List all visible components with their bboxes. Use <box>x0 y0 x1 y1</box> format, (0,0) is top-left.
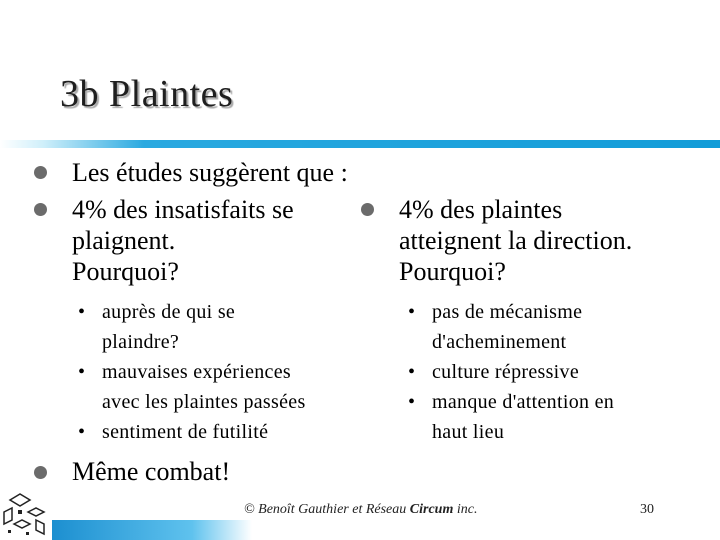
sub-bullet-icon: • <box>78 361 86 383</box>
right-point <box>399 194 632 287</box>
sub-bullet-icon: • <box>408 361 416 383</box>
sub-bullet-icon: • <box>78 421 86 443</box>
subpoint-item: • sentiment de futilité <box>78 417 378 447</box>
title-divider <box>0 140 720 148</box>
bullet-dot-icon <box>34 203 47 216</box>
bullet-dot-icon <box>361 203 374 216</box>
slide-title: 3b Plaintes <box>60 73 234 115</box>
left-point-line: Pourquoi? <box>72 257 179 286</box>
footer-copyright: © Benoît Gauthier et Réseau Circum inc. <box>244 502 478 517</box>
intro-text: Les études suggèrent que : <box>72 158 348 187</box>
sub-bullet-icon: • <box>408 391 416 413</box>
logo-bar <box>52 520 252 540</box>
brand-name: Circum <box>409 502 454 517</box>
subpoint-item: • pas de mécanisme d'acheminement <box>408 297 698 357</box>
right-point-line: Pourquoi? <box>399 257 506 286</box>
left-point-line: 4% des insatisfaits se <box>72 195 294 224</box>
sub-bullet-icon: • <box>78 301 86 323</box>
subpoint-item: • mauvaises expériences avec les plaintes passées <box>78 357 378 417</box>
bullet-dot-icon <box>34 166 47 179</box>
left-point-line: plaignent. <box>72 226 176 255</box>
sub-bullet-icon: • <box>408 301 416 323</box>
subpoint-item: • auprès de qui se plaindre? <box>78 297 378 357</box>
subpoint-item: • manque d'attention en haut lieu <box>408 387 698 447</box>
left-subpoints <box>78 297 378 447</box>
right-point-line: 4% des plaintes <box>399 195 563 224</box>
conclusion-text: Même combat! <box>72 457 231 486</box>
left-point <box>72 194 294 287</box>
circum-logo-icon <box>0 490 52 540</box>
bullet-dot-icon <box>34 466 47 479</box>
right-point-line: atteignent la direction. <box>399 226 633 255</box>
right-subpoints <box>408 297 698 447</box>
subpoint-item: • culture répressive <box>408 357 698 387</box>
page-number: 30 <box>640 502 654 517</box>
